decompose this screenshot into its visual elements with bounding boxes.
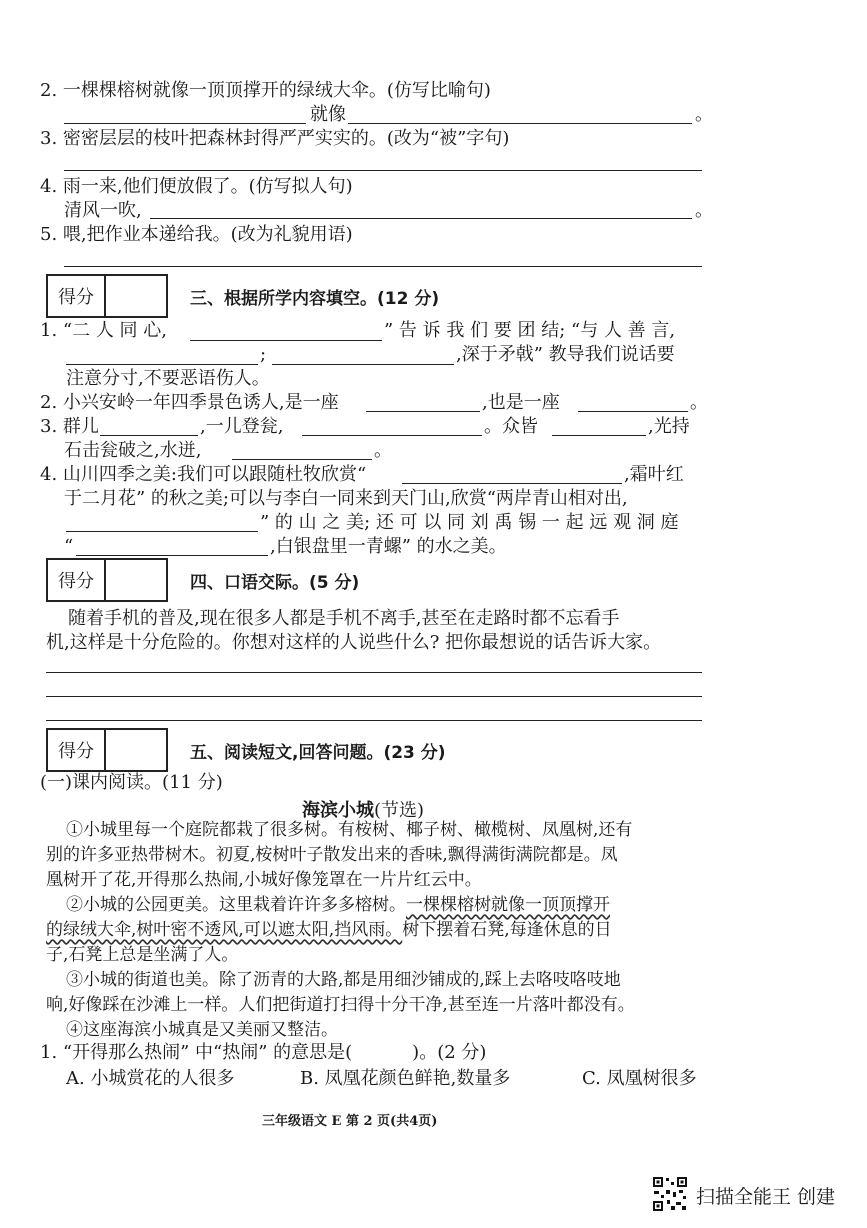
score-box (46, 558, 168, 602)
answer-line[interactable] (46, 720, 702, 721)
q2-end: 。 (695, 104, 713, 125)
score-label: 得分 (48, 560, 106, 600)
section-5-title: 五、阅读短文,回答问题。(23 分) (190, 743, 446, 763)
passage-title-text: 海滨小城 (302, 800, 374, 821)
sec3-q3-d: ,光持 (648, 416, 690, 437)
sec3-q1-c: ; (260, 344, 267, 365)
answer-line[interactable] (66, 531, 258, 532)
answer-line[interactable] (190, 340, 382, 341)
sec3-q2-b: ,也是一座 (482, 392, 560, 413)
sec3-q3-c: 。众皆 (484, 416, 538, 437)
answer-line[interactable] (578, 411, 688, 412)
passage-title-note: (节选) (374, 800, 425, 821)
answer-line[interactable] (64, 123, 306, 124)
question-5: 5. 喂,把作业本递给我。(改为礼貌用语) (40, 224, 353, 245)
sec5-subtitle: (一)课内阅读。(11 分) (40, 772, 223, 793)
option-b[interactable]: B. 凤凰花颜色鲜艳,数量多 (300, 1068, 511, 1089)
sec3-q2-c: 。 (690, 392, 708, 413)
sec5-q1-text: 1. “开得那么热闹” 中“热闹” 的意思是( (40, 1042, 353, 1063)
answer-line[interactable] (232, 459, 372, 460)
passage-text: ②小城的公园更美。这里栽着许许多多榕树。 (66, 895, 406, 915)
q2-mid-text: 就像 (310, 104, 346, 125)
passage-line: ③小城的街道也美。除了沥青的大路,都是用细沙铺成的,踩上去咯吱咯吱地 (66, 970, 621, 990)
sec3-q4-e: “ (64, 536, 74, 557)
underlined-sentence: 一棵棵榕树就像一顶顶撑开 (406, 895, 610, 915)
answer-line[interactable] (150, 218, 692, 219)
answer-line[interactable] (76, 555, 268, 556)
passage-line (46, 918, 612, 943)
passage-line: 凰树开了花,开得那么热闹,小城好像笼罩在一片片红云中。 (46, 870, 482, 890)
sec3-q2-a: 2. 小兴安岭一年四季景色诱人,是一座 (40, 392, 339, 413)
option-a[interactable]: A. 小城赏花的人很多 (66, 1068, 235, 1089)
option-c[interactable]: C. 凤凰树很多 (582, 1068, 697, 1089)
question-4: 4. 雨一来,他们便放假了。(仿写拟人句) (40, 176, 353, 197)
sec3-q4-a: 4. 山川四季之美:我们可以跟随杜牧欣赏“ (40, 464, 367, 485)
sec3-q3-b: ,一儿登瓮, (200, 416, 284, 437)
answer-line[interactable] (402, 483, 622, 484)
sec3-q4-d: ” 的 山 之 美; 还 可 以 同 刘 禹 锡 一 起 远 观 洞 庭 (260, 512, 679, 533)
score-box (46, 274, 168, 318)
answer-line[interactable] (366, 411, 480, 412)
passage-line (66, 893, 610, 918)
sec3-q1-d: ,深于矛戟” 教导我们说话要 (456, 344, 675, 365)
answer-line[interactable] (552, 435, 646, 436)
answer-line[interactable] (46, 696, 702, 697)
q4-start: 清风一吹, (64, 200, 142, 221)
sec5-q1 (40, 1042, 486, 1064)
answer-line[interactable] (64, 266, 702, 267)
sec3-q4-c: 于二月花” 的秋之美;可以与李白一同来到天门山,欣赏“两岸青山相对出, (64, 488, 628, 509)
passage-line: 子,石凳上总是坐满了人。 (46, 945, 239, 965)
score-label: 得分 (48, 276, 106, 316)
sec4-prompt-1: 随着手机的普及,现在很多人都是手机不离手,甚至在走路时都不忘看手 (68, 608, 620, 629)
score-label: 得分 (48, 730, 106, 770)
answer-line[interactable] (46, 672, 702, 673)
question-2: 2. 一棵棵榕树就像一顶顶撑开的绿绒大伞。(仿写比喻句) (40, 80, 491, 101)
watermark-text: 扫描全能王 创建 (696, 1186, 836, 1208)
answer-line[interactable] (302, 435, 482, 436)
sec3-q3-f: 。 (374, 440, 392, 461)
section-4-title: 四、口语交际。(5 分) (190, 573, 360, 593)
page-footer: 三年级语文 E 第 2 页(共4页) (262, 1114, 438, 1129)
section-3-title: 三、根据所学内容填空。(12 分) (190, 289, 440, 309)
sec3-q4-b: ,霜叶红 (624, 464, 684, 485)
passage-line: 别的许多亚热带树木。初夏,桉树叶子散发出来的香味,飘得满街满院都是。凤 (46, 845, 618, 865)
sec4-prompt-2: 机,这样是十分危险的。你想对这样的人说些什么? 把你最想说的话告诉大家。 (46, 632, 662, 653)
answer-line[interactable] (100, 435, 198, 436)
passage-text: 树下摆着石凳,每逢休息的日 (402, 920, 612, 940)
answer-line[interactable] (66, 364, 258, 365)
sec3-q3-a: 3. 群儿 (40, 416, 99, 437)
answer-line[interactable] (64, 170, 702, 171)
passage-line: ①小城里每一个庭院都栽了很多树。有桉树、椰子树、橄榄树、凤凰树,还有 (66, 820, 633, 840)
sec3-q1-b: ” 告 诉 我 们 要 团 结; “与 人 善 言, (384, 320, 676, 341)
sec3-q1-a: 1. “二 人 同 心, (40, 320, 167, 341)
passage-line: 响,好像踩在沙滩上一样。人们把街道打扫得十分干净,甚至连一片落叶都没有。 (46, 995, 635, 1015)
sec5-q1-end: )。(2 分) (412, 1042, 487, 1063)
underlined-sentence: 的绿绒大伞,树叶密不透风,可以遮太阳,挡风雨。 (46, 920, 403, 940)
sec3-q1-e: 注意分寸,不要恶语伤人。 (66, 368, 270, 389)
score-box (46, 728, 168, 772)
answer-line[interactable] (348, 123, 692, 124)
sec3-q3-e: 石击瓮破之,水迸, (64, 440, 202, 461)
qr-code-icon (652, 1176, 688, 1212)
question-3: 3. 密密层层的枝叶把森林封得严严实实的。(改为“被”字句) (40, 128, 510, 149)
q4-end: 。 (695, 200, 713, 221)
sec3-q4-f: ,白银盘里一青螺” 的水之美。 (270, 536, 507, 557)
answer-line[interactable] (272, 364, 454, 365)
passage-line: ④这座海滨小城真是又美丽又整洁。 (66, 1020, 338, 1040)
